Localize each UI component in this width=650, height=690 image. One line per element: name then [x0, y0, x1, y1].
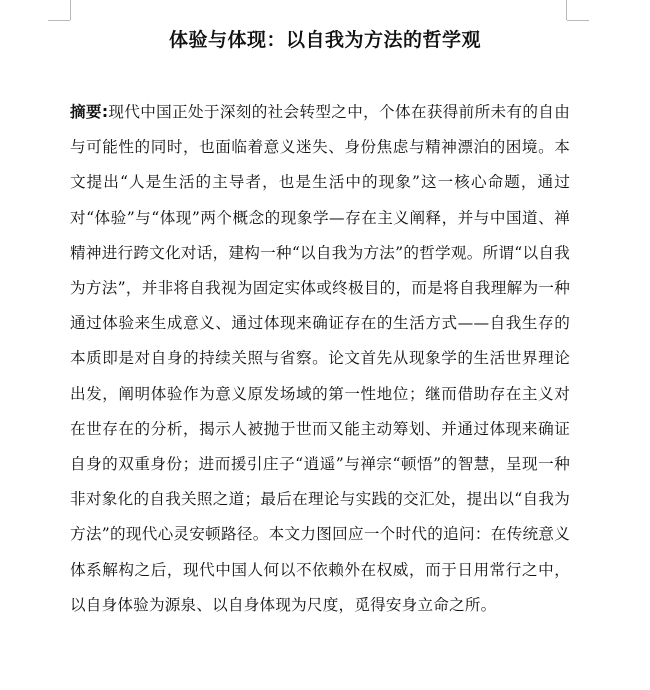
- abstract-label: 摘要:: [70, 103, 109, 121]
- margin-corner-mark: [70, 0, 71, 20]
- abstract-text: 现代中国正处于深刻的社会转型之中，个体在获得前所未有的自由与可能性的同时，也面临着意义迷失、身份焦虑与精神漂泊的困境。本文提出“人是生活的主导者，也是生活中的现象”这一核心命题，通过对“体验”与“体现”两个概念的现象学—存在主义阐释，并与中国道、禅精神进行跨文化对话，建构一种“以自我为方法”的哲学观。所谓“以自我为方法”，并非将自我视为固定实体或终极目的，而是将自我理解为一种通过体验来生成意义、通过体现来确证存在的生活方式——自我生存的本质即是对自身的持续关照与省察。论文首先从现象学的生活世界理论出发，阐明体验作为意义原发场域的第一性地位；继而借助存在主义对在世存在的分析，揭示人被抛于世而又能主动筹划、并通过体现来确证自身的双重身份；进而援引庄子“逍遥”与禅宗“顿悟”的智慧，呈现一种非对象化的自我关照之道；最后在理论与实践的交汇处，提出以“自我为方法”的现代心灵安顿路径。本文力图回应一个时代的追问：在传统意义体系解构之后，现代中国人何以不依赖外在权威，而于日用常行之中，以自身体验为源泉、以自身体现为尺度，觅得安身立命之所。: [70, 103, 570, 614]
- abstract-paragraph: [70, 95, 570, 623]
- document-title: 体验与体现：以自我为方法的哲学观: [168, 29, 481, 51]
- margin-corner-mark: [48, 20, 70, 21]
- margin-corner-mark: [567, 20, 589, 21]
- margin-corner-mark: [566, 0, 567, 20]
